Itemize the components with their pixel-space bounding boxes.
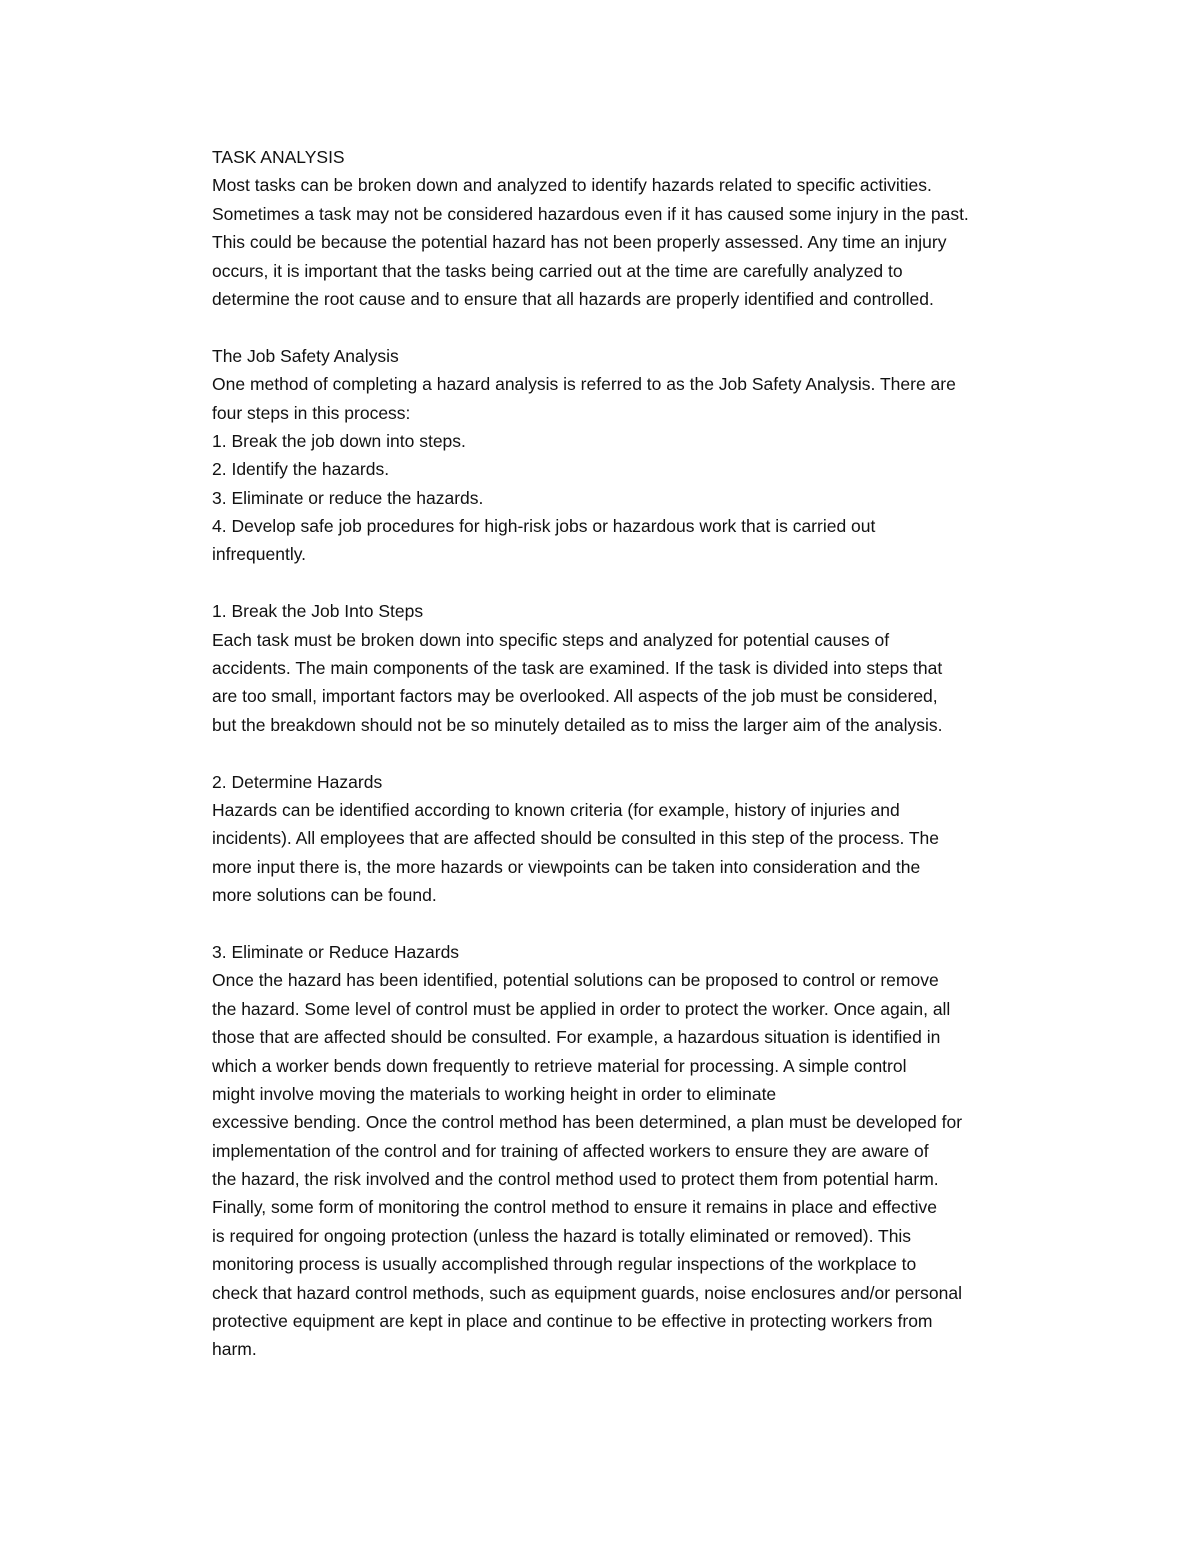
- jsa-step-item: 2. Identify the hazards.: [212, 459, 390, 480]
- document-title: TASK ANALYSIS: [212, 147, 345, 167]
- jsa-heading: The Job Safety Analysis: [212, 345, 399, 366]
- paragraph-spacer: [212, 739, 1092, 767]
- step3-line: which a worker bends down frequently to retrieve material for processing. A simple control: [212, 1055, 907, 1076]
- step3-line: protective equipment are kept in place and continue to be effective in protecting workers from: [212, 1311, 933, 1332]
- step3-line: the hazard. Some level of control must be applied in order to protect the worker. Once again, all: [212, 998, 951, 1019]
- jsa-step-item: 4. Develop safe job procedures for high-risk jobs or hazardous work that is carried out: [212, 516, 876, 537]
- paragraph-spacer: [212, 569, 1092, 597]
- step3-line: harm.: [212, 1339, 257, 1360]
- jsa-paragraph: [212, 370, 1092, 569]
- step2-line: incidents). All employees that are affected should be consulted in this step of the process. The: [212, 828, 940, 849]
- intro-line: determine the root cause and to ensure that all hazards are properly identified and controlled.: [212, 288, 934, 309]
- step1-paragraph: [212, 626, 1092, 740]
- step3-line: excessive bending. Once the control method has been determined, a plan must be developed for: [212, 1112, 963, 1133]
- step2-paragraph: [212, 796, 1092, 910]
- intro-line: occurs, it is important that the tasks being carried out at the time are carefully analyzed to: [212, 260, 903, 281]
- step3-line: Finally, some form of monitoring the control method to ensure it remains in place and effective: [212, 1197, 937, 1218]
- intro-line: Most tasks can be broken down and analyzed to identify hazards related to specific activities.: [212, 175, 932, 196]
- step1-line: but the breakdown should not be so minutely detailed as to miss the larger aim of the analysis.: [212, 714, 943, 735]
- step3-paragraph: [212, 966, 1092, 1363]
- step2-heading: 2. Determine Hazards: [212, 771, 383, 792]
- step3-line: Once the hazard has been identified, potential solutions can be proposed to control or remove: [212, 970, 939, 991]
- paragraph-spacer: [212, 910, 1092, 938]
- step3-heading: 3. Eliminate or Reduce Hazards: [212, 941, 460, 962]
- intro-line: This could be because the potential hazard has not been properly assessed. Any time an injury: [212, 232, 947, 253]
- step3-line: might involve moving the materials to working height in order to eliminate: [212, 1083, 777, 1104]
- step3-line: monitoring process is usually accomplished through regular inspections of the workplace to: [212, 1254, 917, 1275]
- step1-heading: 1. Break the Job Into Steps: [212, 601, 424, 622]
- step1-line: are too small, important factors may be overlooked. All aspects of the job must be considered,: [212, 686, 938, 707]
- step1-line: Each task must be broken down into specific steps and analyzed for potential causes of: [212, 629, 890, 650]
- jsa-line: four steps in this process:: [212, 402, 411, 423]
- step3-line: implementation of the control and for training of affected workers to ensure they are aware of: [212, 1140, 929, 1161]
- intro-paragraph: [212, 171, 1092, 313]
- step2-line: more input there is, the more hazards or viewpoints can be taken into consideration and the: [212, 856, 921, 877]
- step3-line: those that are affected should be consulted. For example, a hazardous situation is identified in: [212, 1027, 941, 1048]
- step3-line: is required for ongoing protection (unless the hazard is totally eliminated or removed). This: [212, 1225, 912, 1246]
- intro-line: Sometimes a task may not be considered hazardous even if it has caused some injury in the past.: [212, 203, 969, 224]
- step2-line: Hazards can be identified according to known criteria (for example, history of injuries and: [212, 799, 900, 820]
- step2-line: more solutions can be found.: [212, 885, 437, 906]
- paragraph-spacer: [212, 313, 1092, 341]
- jsa-line: infrequently.: [212, 544, 307, 565]
- jsa-line: One method of completing a hazard analysis is referred to as the Job Safety Analysis. There are: [212, 374, 956, 395]
- jsa-step-item: 3. Eliminate or reduce the hazards.: [212, 487, 484, 508]
- step3-line: check that hazard control methods, such as equipment guards, noise enclosures and/or personal: [212, 1282, 963, 1303]
- step1-line: accidents. The main components of the task are examined. If the task is divided into steps that: [212, 658, 943, 679]
- document-body: [212, 143, 1092, 1364]
- jsa-step-item: 1. Break the job down into steps.: [212, 430, 466, 451]
- step3-line: the hazard, the risk involved and the control method used to protect them from potential harm.: [212, 1169, 939, 1190]
